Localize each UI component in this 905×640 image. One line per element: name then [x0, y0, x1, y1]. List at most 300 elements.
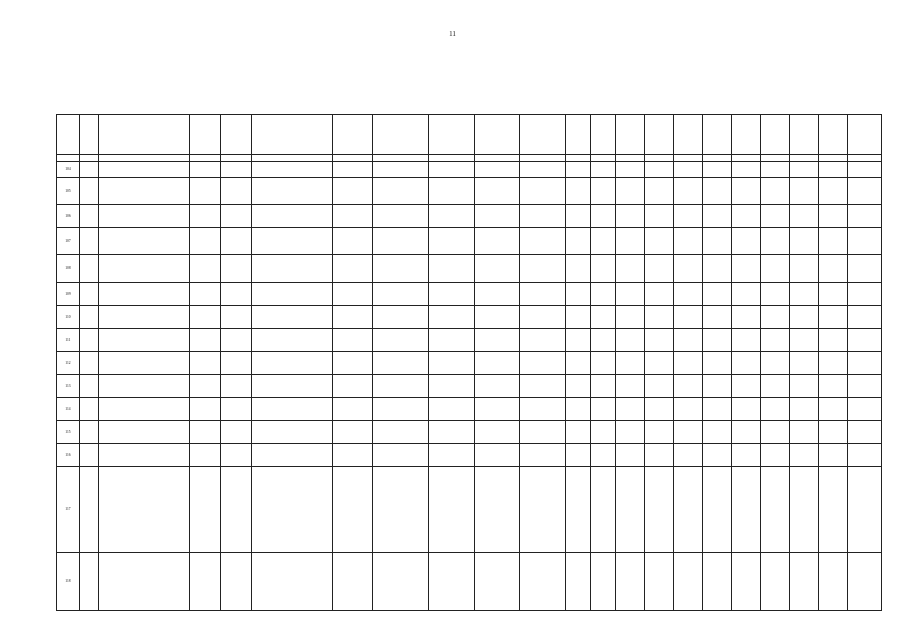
table-cell [565, 553, 590, 611]
table-cell [761, 205, 790, 228]
table-cell [590, 178, 615, 205]
table-cell [252, 228, 333, 255]
table-cell [520, 375, 566, 398]
table-cell [221, 467, 252, 553]
column-number [732, 155, 761, 162]
table-cell [644, 306, 673, 329]
table-cell [333, 352, 372, 375]
table-cell [644, 228, 673, 255]
table-cell [615, 375, 644, 398]
table-cell [615, 553, 644, 611]
table-cell [252, 306, 333, 329]
table-row [57, 421, 882, 444]
table-cell [221, 352, 252, 375]
row-number: 104 [57, 162, 80, 178]
table-cell [98, 352, 189, 375]
table-cell [98, 553, 189, 611]
row-number: 113 [57, 375, 80, 398]
table-cell [615, 178, 644, 205]
table-cell [221, 255, 252, 283]
table-cell [732, 444, 761, 467]
table-cell [732, 421, 761, 444]
table-cell [848, 283, 882, 306]
table-cell [520, 255, 566, 283]
table-cell [819, 553, 848, 611]
table-row [57, 255, 882, 283]
table-cell [590, 255, 615, 283]
column-number [98, 155, 189, 162]
table-cell [428, 421, 474, 444]
table-cell [590, 283, 615, 306]
table-cell [848, 178, 882, 205]
table-cell [703, 162, 732, 178]
header-cell [474, 115, 520, 155]
column-number [189, 155, 220, 162]
table-cell [790, 467, 819, 553]
table-cell [333, 398, 372, 421]
table-cell [790, 205, 819, 228]
table-cell [732, 162, 761, 178]
table-cell [333, 375, 372, 398]
table-cell [333, 255, 372, 283]
table-cell [372, 329, 428, 352]
table-cell [761, 444, 790, 467]
header-cell [79, 115, 98, 155]
table-cell [79, 306, 98, 329]
table-cell [819, 352, 848, 375]
table-cell [761, 467, 790, 553]
table-cell [372, 205, 428, 228]
table-cell [732, 255, 761, 283]
table-cell [474, 306, 520, 329]
table-cell [189, 306, 220, 329]
row-number: 111 [57, 329, 80, 352]
table-cell [732, 329, 761, 352]
table-cell [372, 228, 428, 255]
header-cell [98, 115, 189, 155]
table-cell [761, 375, 790, 398]
table-cell [189, 178, 220, 205]
table-cell [848, 162, 882, 178]
header-cell [221, 115, 252, 155]
table-cell [644, 398, 673, 421]
header-row [57, 115, 882, 155]
table-cell [848, 329, 882, 352]
table-cell [673, 553, 702, 611]
table-cell [732, 178, 761, 205]
table-cell [189, 352, 220, 375]
table-cell [790, 553, 819, 611]
table-cell [428, 398, 474, 421]
table-cell [372, 255, 428, 283]
table-cell [761, 228, 790, 255]
table-cell [673, 398, 702, 421]
table-cell [703, 205, 732, 228]
table-cell [520, 306, 566, 329]
table-cell [590, 398, 615, 421]
table-cell [732, 283, 761, 306]
table-cell [673, 178, 702, 205]
table-cell [221, 306, 252, 329]
table-cell [79, 421, 98, 444]
table-cell [644, 329, 673, 352]
table-cell [333, 467, 372, 553]
table-cell [819, 444, 848, 467]
table-cell [703, 255, 732, 283]
column-number [474, 155, 520, 162]
table-cell [333, 306, 372, 329]
table-cell [590, 205, 615, 228]
table-cell [673, 467, 702, 553]
table-cell [221, 162, 252, 178]
table-cell [189, 283, 220, 306]
table-cell [474, 352, 520, 375]
table-cell [615, 467, 644, 553]
row-number: 112 [57, 352, 80, 375]
table-cell [848, 306, 882, 329]
table-cell [790, 306, 819, 329]
table-cell [819, 178, 848, 205]
table-cell [333, 162, 372, 178]
table-cell [790, 444, 819, 467]
table-cell [221, 375, 252, 398]
table-cell [644, 205, 673, 228]
table-cell [79, 352, 98, 375]
table-cell [428, 283, 474, 306]
table-cell [590, 421, 615, 444]
column-number [333, 155, 372, 162]
table-cell [428, 329, 474, 352]
table-cell [761, 421, 790, 444]
table-cell [644, 255, 673, 283]
table-cell [590, 306, 615, 329]
table-cell [428, 553, 474, 611]
table-cell [590, 352, 615, 375]
table-cell [98, 375, 189, 398]
table-cell [474, 255, 520, 283]
table-cell [790, 162, 819, 178]
table-cell [819, 306, 848, 329]
table-cell [590, 329, 615, 352]
table-cell [732, 398, 761, 421]
table-cell [565, 228, 590, 255]
table-cell [732, 553, 761, 611]
table-cell [673, 205, 702, 228]
table-cell [428, 375, 474, 398]
table-cell [732, 467, 761, 553]
table-cell [79, 228, 98, 255]
row-number: 107 [57, 228, 80, 255]
table-cell [189, 421, 220, 444]
table-cell [221, 228, 252, 255]
table-cell [79, 205, 98, 228]
table-cell [673, 255, 702, 283]
table-cell [590, 444, 615, 467]
column-number [252, 155, 333, 162]
header-cell [761, 115, 790, 155]
column-number [372, 155, 428, 162]
table-row [57, 205, 882, 228]
table-cell [615, 162, 644, 178]
table-cell [79, 444, 98, 467]
table-cell [673, 306, 702, 329]
table-cell [79, 178, 98, 205]
table-cell [790, 329, 819, 352]
table-cell [644, 444, 673, 467]
table-cell [761, 352, 790, 375]
table-cell [428, 467, 474, 553]
header-cell [703, 115, 732, 155]
table-cell [590, 162, 615, 178]
table-cell [252, 553, 333, 611]
table-cell [644, 162, 673, 178]
table-cell [732, 306, 761, 329]
header-cell [790, 115, 819, 155]
column-number [615, 155, 644, 162]
table-cell [252, 467, 333, 553]
table-cell [615, 421, 644, 444]
table-cell [819, 283, 848, 306]
table-cell [565, 375, 590, 398]
table-cell [252, 329, 333, 352]
table-cell [520, 398, 566, 421]
column-number [79, 155, 98, 162]
table-cell [565, 421, 590, 444]
table-cell [520, 178, 566, 205]
page-number: 11 [449, 30, 456, 38]
column-number [565, 155, 590, 162]
table-cell [644, 421, 673, 444]
table-cell [79, 283, 98, 306]
header-cell [590, 115, 615, 155]
table-cell [79, 375, 98, 398]
table-cell [189, 553, 220, 611]
table-cell [520, 228, 566, 255]
table-cell [615, 255, 644, 283]
table-cell [520, 444, 566, 467]
table-cell [732, 205, 761, 228]
table-cell [221, 553, 252, 611]
table-cell [703, 228, 732, 255]
table-cell [565, 444, 590, 467]
table-row [57, 444, 882, 467]
table-cell [615, 228, 644, 255]
table-cell [565, 467, 590, 553]
table-cell [474, 421, 520, 444]
table-row [57, 162, 882, 178]
table-cell [790, 375, 819, 398]
table-cell [565, 352, 590, 375]
table-cell [644, 467, 673, 553]
header-cell [615, 115, 644, 155]
table-cell [98, 329, 189, 352]
table-cell [644, 553, 673, 611]
table-cell [848, 398, 882, 421]
header-cell [252, 115, 333, 155]
table-cell [819, 205, 848, 228]
table-cell [703, 352, 732, 375]
table-cell [474, 375, 520, 398]
table-cell [590, 375, 615, 398]
table-cell [520, 553, 566, 611]
table-cell [790, 283, 819, 306]
table-cell [732, 228, 761, 255]
table-cell [848, 444, 882, 467]
table-cell [372, 283, 428, 306]
table-cell [520, 205, 566, 228]
table-cell [189, 228, 220, 255]
table-cell [252, 375, 333, 398]
table-cell [761, 255, 790, 283]
table-cell [372, 553, 428, 611]
table-cell [615, 306, 644, 329]
table-cell [252, 178, 333, 205]
table-cell [221, 398, 252, 421]
table-cell [761, 553, 790, 611]
table-cell [474, 162, 520, 178]
row-number: 106 [57, 205, 80, 228]
table-cell [333, 444, 372, 467]
table-cell [428, 255, 474, 283]
table-cell [79, 255, 98, 283]
table-cell [819, 467, 848, 553]
table-cell [673, 444, 702, 467]
table-cell [673, 162, 702, 178]
row-number: 117 [57, 467, 80, 553]
header-cell [819, 115, 848, 155]
table-cell [565, 283, 590, 306]
row-number: 105 [57, 178, 80, 205]
table-row [57, 329, 882, 352]
table-cell [98, 228, 189, 255]
row-number: 116 [57, 444, 80, 467]
header-cell [520, 115, 566, 155]
table-cell [372, 375, 428, 398]
table-cell [590, 228, 615, 255]
table-cell [372, 444, 428, 467]
table-cell [520, 283, 566, 306]
table-cell [565, 162, 590, 178]
table-cell [615, 283, 644, 306]
table-cell [565, 255, 590, 283]
row-number: 114 [57, 398, 80, 421]
table-cell [761, 178, 790, 205]
table-cell [252, 162, 333, 178]
table-cell [189, 444, 220, 467]
table-cell [79, 162, 98, 178]
column-number [590, 155, 615, 162]
table-cell [252, 205, 333, 228]
table-cell [474, 444, 520, 467]
table-cell [673, 421, 702, 444]
table-cell [189, 255, 220, 283]
table-cell [644, 178, 673, 205]
table-cell [474, 553, 520, 611]
table-cell [372, 352, 428, 375]
row-number: 110 [57, 306, 80, 329]
table-cell [590, 467, 615, 553]
table-cell [848, 421, 882, 444]
table-cell [252, 352, 333, 375]
header-cell [372, 115, 428, 155]
table-cell [565, 306, 590, 329]
table-cell [189, 205, 220, 228]
table-cell [372, 421, 428, 444]
table-cell [428, 178, 474, 205]
table-cell [98, 283, 189, 306]
header-cell [732, 115, 761, 155]
row-number: 115 [57, 421, 80, 444]
column-number [761, 155, 790, 162]
table-cell [615, 205, 644, 228]
table-cell [428, 205, 474, 228]
table-cell [252, 398, 333, 421]
row-number: 118 [57, 553, 80, 611]
header-cell [673, 115, 702, 155]
table-row [57, 178, 882, 205]
table-cell [848, 467, 882, 553]
table-cell [189, 162, 220, 178]
table-cell [98, 162, 189, 178]
table-cell [428, 352, 474, 375]
table-row [57, 375, 882, 398]
table-row [57, 352, 882, 375]
table-cell [79, 329, 98, 352]
column-number [790, 155, 819, 162]
table-cell [703, 283, 732, 306]
header-cell [644, 115, 673, 155]
table-row [57, 467, 882, 553]
table-cell [333, 205, 372, 228]
table-cell [98, 178, 189, 205]
table-cell [189, 398, 220, 421]
table-cell [79, 553, 98, 611]
table-cell [372, 398, 428, 421]
table-cell [673, 283, 702, 306]
plan-table [56, 114, 882, 611]
table-cell [703, 178, 732, 205]
table-cell [761, 306, 790, 329]
column-number [428, 155, 474, 162]
table-cell [474, 205, 520, 228]
table-row [57, 283, 882, 306]
table-cell [221, 444, 252, 467]
header-cell [57, 115, 80, 155]
table-cell [703, 375, 732, 398]
table-cell [565, 178, 590, 205]
table-cell [372, 467, 428, 553]
column-number [673, 155, 702, 162]
table-cell [565, 205, 590, 228]
table-cell [644, 283, 673, 306]
table-cell [333, 421, 372, 444]
table-cell [790, 398, 819, 421]
table-cell [221, 421, 252, 444]
table-cell [565, 398, 590, 421]
table-cell [372, 178, 428, 205]
table-cell [761, 283, 790, 306]
table-cell [819, 421, 848, 444]
table-row [57, 228, 882, 255]
table-cell [221, 178, 252, 205]
table-cell [428, 444, 474, 467]
table-cell [98, 306, 189, 329]
table-cell [848, 228, 882, 255]
table-cell [474, 228, 520, 255]
table-cell [189, 375, 220, 398]
table-cell [520, 162, 566, 178]
table-cell [819, 329, 848, 352]
